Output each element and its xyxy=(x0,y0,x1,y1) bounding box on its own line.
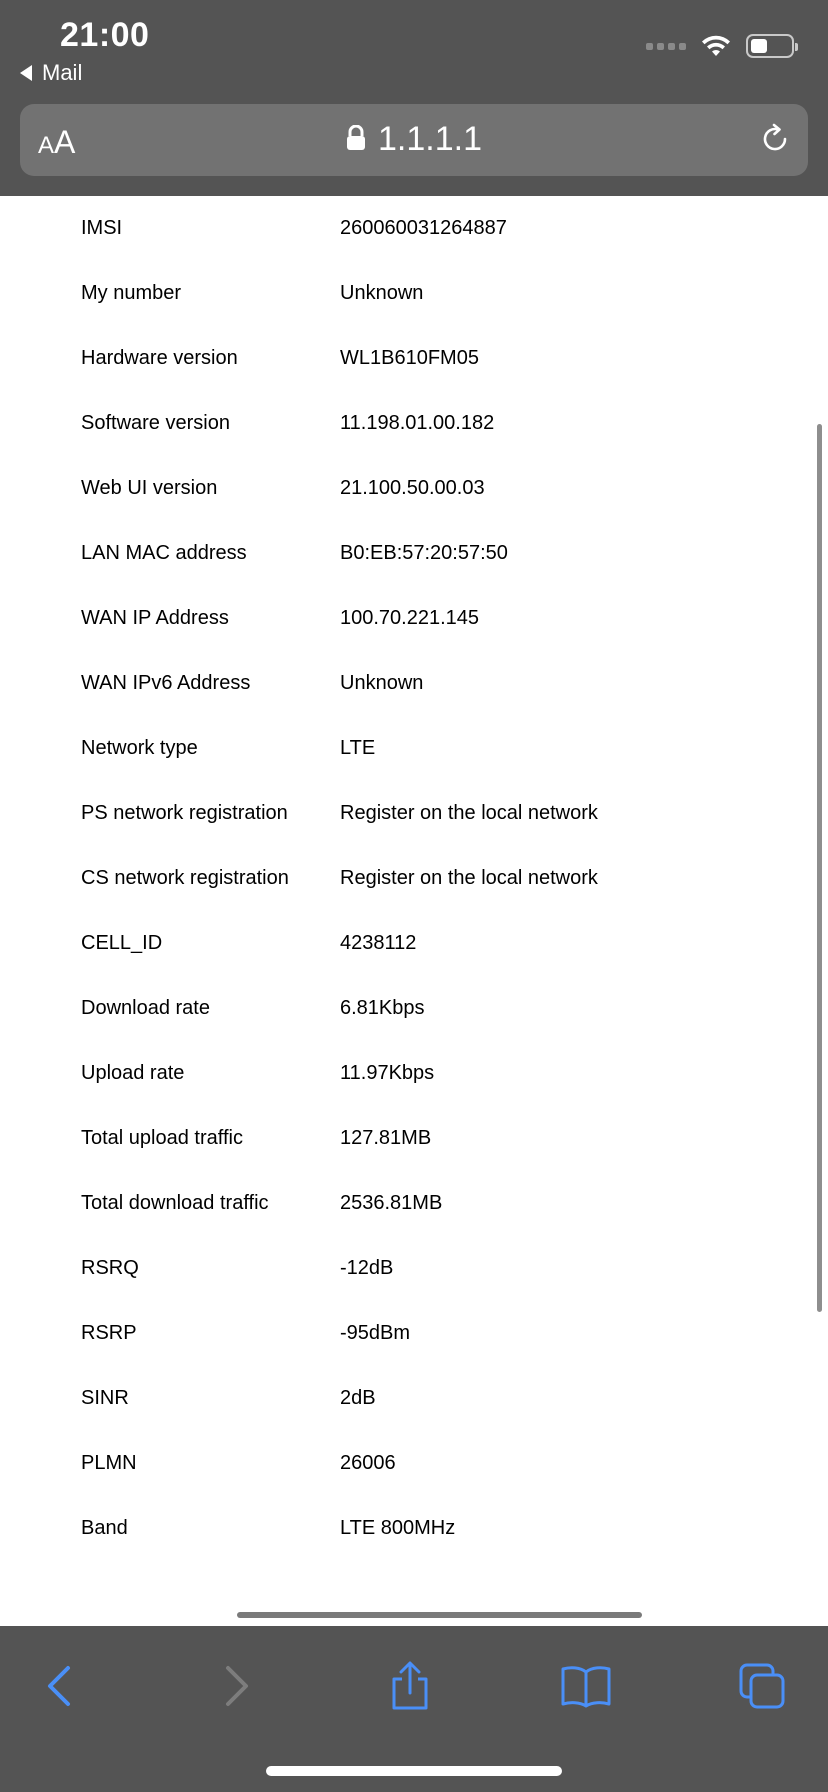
table-row xyxy=(0,391,828,456)
row-value: 26006 xyxy=(340,1452,396,1474)
row-value: -12dB xyxy=(340,1257,394,1279)
vertical-scrollbar[interactable] xyxy=(817,424,822,1312)
back-arrow-icon xyxy=(20,65,32,81)
row-value: LTE 800MHz xyxy=(340,1517,456,1539)
bookmarks-button[interactable] xyxy=(556,1656,616,1716)
chevron-left-icon xyxy=(42,1664,78,1708)
table-row xyxy=(0,1041,828,1106)
table-row xyxy=(0,521,828,586)
device-info-table xyxy=(0,196,828,1626)
row-value: Unknown xyxy=(340,672,424,694)
wifi-icon xyxy=(700,34,732,58)
address-bar[interactable] xyxy=(20,104,808,176)
back-button[interactable] xyxy=(30,1656,90,1716)
row-label: Upload rate xyxy=(81,1062,185,1084)
row-label: CS network registration xyxy=(81,867,289,889)
horizontal-scrollbar[interactable] xyxy=(237,1612,642,1618)
table-row xyxy=(0,976,828,1041)
share-icon xyxy=(388,1661,432,1711)
row-value: Register on the local network xyxy=(340,802,598,824)
table-row xyxy=(0,1431,828,1496)
book-icon xyxy=(560,1664,612,1708)
row-value: 21.100.50.00.03 xyxy=(340,477,485,499)
row-label: Band xyxy=(81,1517,128,1539)
row-value: 127.81MB xyxy=(340,1127,432,1149)
row-label: PLMN xyxy=(81,1452,137,1474)
table-row xyxy=(0,846,828,911)
row-value: B0:EB:57:20:57:50 xyxy=(340,542,508,564)
row-value: 260060031264887 xyxy=(340,217,507,239)
row-label: CELL_ID xyxy=(81,932,163,954)
table-row xyxy=(0,911,828,976)
reader-settings-button[interactable]: AA xyxy=(38,124,76,160)
home-indicator[interactable] xyxy=(266,1766,562,1776)
row-label: My number xyxy=(81,282,182,304)
table-row xyxy=(0,196,828,261)
status-time: 21:00 xyxy=(60,16,150,54)
row-label: Total upload traffic xyxy=(81,1127,243,1149)
row-label: PS network registration xyxy=(81,802,288,824)
row-value: 6.81Kbps xyxy=(340,997,425,1019)
row-label: LAN MAC address xyxy=(81,542,247,564)
tabs-button[interactable] xyxy=(732,1656,792,1716)
table-row xyxy=(0,651,828,716)
row-value: 100.70.221.145 xyxy=(340,607,480,629)
row-value: 4238112 xyxy=(340,932,417,954)
forward-button[interactable] xyxy=(206,1656,266,1716)
back-app-label: Mail xyxy=(42,60,83,85)
row-value: Register on the local network xyxy=(340,867,598,889)
row-label: Hardware version xyxy=(81,347,238,369)
row-label: SINR xyxy=(81,1387,129,1409)
table-row xyxy=(0,261,828,326)
row-value: WL1B610FM05 xyxy=(340,347,479,369)
row-label: RSRP xyxy=(81,1322,137,1344)
row-label: Download rate xyxy=(81,997,210,1019)
back-to-app-button[interactable] xyxy=(20,60,82,86)
status-indicators xyxy=(646,34,794,58)
table-row xyxy=(0,1106,828,1171)
cellular-signal-icon xyxy=(646,43,686,50)
url-text: 1.1.1.1 xyxy=(378,120,482,158)
table-row xyxy=(0,1301,828,1366)
row-label: Web UI version xyxy=(81,477,218,499)
share-button[interactable] xyxy=(380,1656,440,1716)
browser-bottom-toolbar xyxy=(0,1626,828,1792)
table-row xyxy=(0,1366,828,1431)
table-row xyxy=(0,1171,828,1236)
table-row xyxy=(0,1236,828,1301)
row-label: Total download traffic xyxy=(81,1192,269,1214)
row-label: RSRQ xyxy=(81,1257,139,1279)
battery-icon xyxy=(746,34,794,58)
row-value: 11.97Kbps xyxy=(340,1062,435,1084)
chevron-right-icon xyxy=(218,1664,254,1708)
row-label: Software version xyxy=(81,412,230,434)
table-row xyxy=(0,1496,828,1561)
table-row xyxy=(0,586,828,651)
url-display[interactable] xyxy=(20,120,808,159)
tabs-icon xyxy=(738,1662,786,1710)
row-label: WAN IP Address xyxy=(81,607,229,629)
table-row xyxy=(0,456,828,521)
row-value: 2536.81MB xyxy=(340,1192,443,1214)
reload-icon[interactable] xyxy=(758,122,792,156)
row-value: LTE xyxy=(340,737,376,759)
row-value: 11.198.01.00.182 xyxy=(340,412,495,434)
row-value: 2dB xyxy=(340,1387,376,1409)
table-row xyxy=(0,781,828,846)
row-label: IMSI xyxy=(81,217,123,239)
row-label: Network type xyxy=(81,737,198,759)
lock-icon xyxy=(346,125,366,151)
browser-top-bar xyxy=(0,0,828,196)
row-value: -95dBm xyxy=(340,1322,411,1344)
table-row xyxy=(0,326,828,391)
row-label: WAN IPv6 Address xyxy=(81,672,251,694)
table-row xyxy=(0,716,828,781)
row-value: Unknown xyxy=(340,282,424,304)
